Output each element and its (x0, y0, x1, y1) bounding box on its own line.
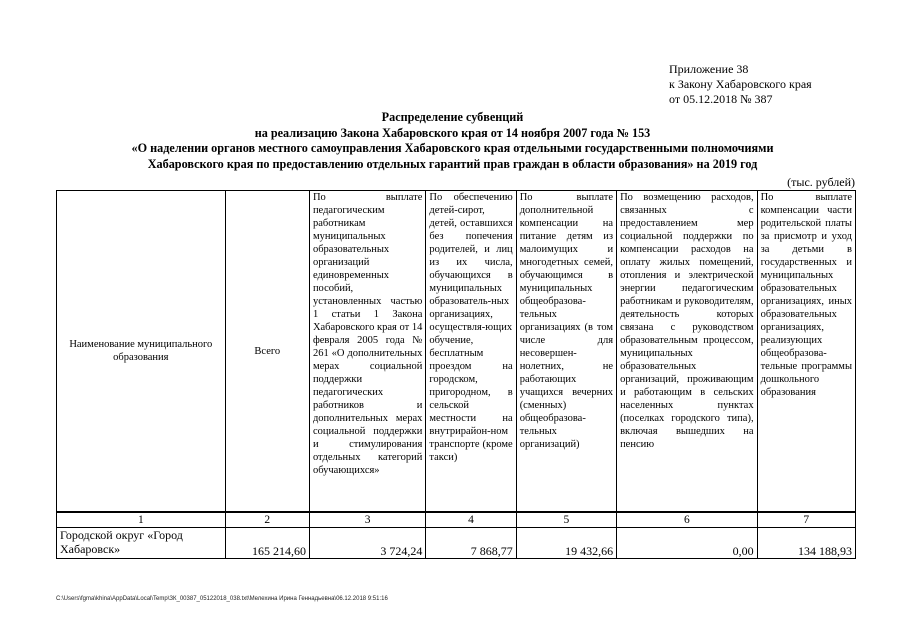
column-number: 5 (516, 512, 616, 528)
row-meal-compensation: 19 432,66 (516, 528, 616, 559)
column-number: 2 (225, 512, 309, 528)
document-title (0, 110, 905, 172)
header-row (57, 191, 856, 513)
row-orphan-transport: 7 868,77 (426, 528, 516, 559)
column-number: 3 (309, 512, 425, 528)
row-housing-reimbursement: 0,00 (617, 528, 758, 559)
header-parental-fee-compensation: По выплате компенсации части родительской платы за присмотр и уход за детьми в государственных и муниципальных образовательных организациях, иных образовательных организациях, реализующих общеобразова-тельные программы дошкольного образования (757, 191, 855, 513)
file-path-footer: C:\Users\fgma\khina\AppData\Local\Temp\ЗК_00387_05122018_038.txt\Мелехина Ирина Геннадьевна\06.12.2018 9:51:16 (56, 596, 388, 602)
column-number: 4 (426, 512, 516, 528)
header-teacher-allowances: По выплате педагогическим работникам муниципальных образовательных организаций единовременных пособий, установленных частью 1 статьи 1 Закона Хабаровского края от 14 февраля 2005 года № 261 «О дополнительных мерах социальной поддержки педагогических работников и дополнительных мерах социальной поддержки и стимулирования отдельных категорий обучающихся» (309, 191, 425, 513)
title-line-3: «О наделении органов местного самоуправления Хабаровского края отдельными государственными полномочиями (131, 141, 774, 155)
appendix-reference (669, 62, 812, 107)
title-line-4: Хабаровского края по предоставлению отдельных гарантий прав граждан в области образования» на 2019 год (147, 156, 758, 171)
row-total: 165 214,60 (225, 528, 309, 559)
row-parental-fee-compensation: 134 188,93 (757, 528, 855, 559)
column-number: 7 (757, 512, 855, 528)
row-municipality-name: Городской округ «Город Хабаровск» (57, 528, 226, 559)
appendix-law: к Закону Хабаровского края (669, 77, 812, 91)
header-orphan-transport: По обеспечению детей-сирот, детей, оставшихся без попечения родителей, и лиц из их числа, обучающихся в муниципальных образователь-ных организациях, осуществля-ющих обучение, бесплатным проездом на городском, пригородном, в сельской местности на внутрирайон-ном транспорте (кроме такси) (426, 191, 516, 513)
title-line-1: Распределение субвенций (381, 110, 524, 124)
units-label: (тыс. рублей) (787, 175, 855, 189)
row-teacher-allowances: 3 724,24 (309, 528, 425, 559)
column-number: 6 (617, 512, 758, 528)
appendix-number: Приложение 38 (669, 62, 749, 76)
header-total: Всего (225, 191, 309, 513)
column-number-row (57, 512, 856, 528)
title-line-2: на реализацию Закона Хабаровского края от 14 ноября 2007 года № 153 (254, 125, 651, 140)
appendix-date: от 05.12.2018 № 387 (669, 92, 773, 106)
table-row (57, 528, 856, 559)
header-municipality: Наименование муниципального образования (57, 191, 226, 513)
subsidy-table (56, 190, 856, 559)
header-meal-compensation: По выплате дополнительной компенсации на питание детям из малоимущих и многодетных семей, обучающимся в муниципальных общеобразова-тельных организациях (в том числе для несовершен-нолетних, не работающих учащихся вечерних (сменных) общеобразова-тельных организаций) (516, 191, 616, 513)
column-number: 1 (57, 512, 226, 528)
header-housing-reimbursement: По возмещению расходов, связанных с предоставлением мер социальной поддержки по компенсации расходов на оплату жилых помещений, отопления и электрической энергии педагогическим работникам и руководителям, деятельность которых связана с руководством образовательным процессом, муниципальных образовательных организаций, проживающим и работающим в сельских населенных пунктах (поселках городского типа), включая вышедших на пенсию (617, 191, 758, 513)
